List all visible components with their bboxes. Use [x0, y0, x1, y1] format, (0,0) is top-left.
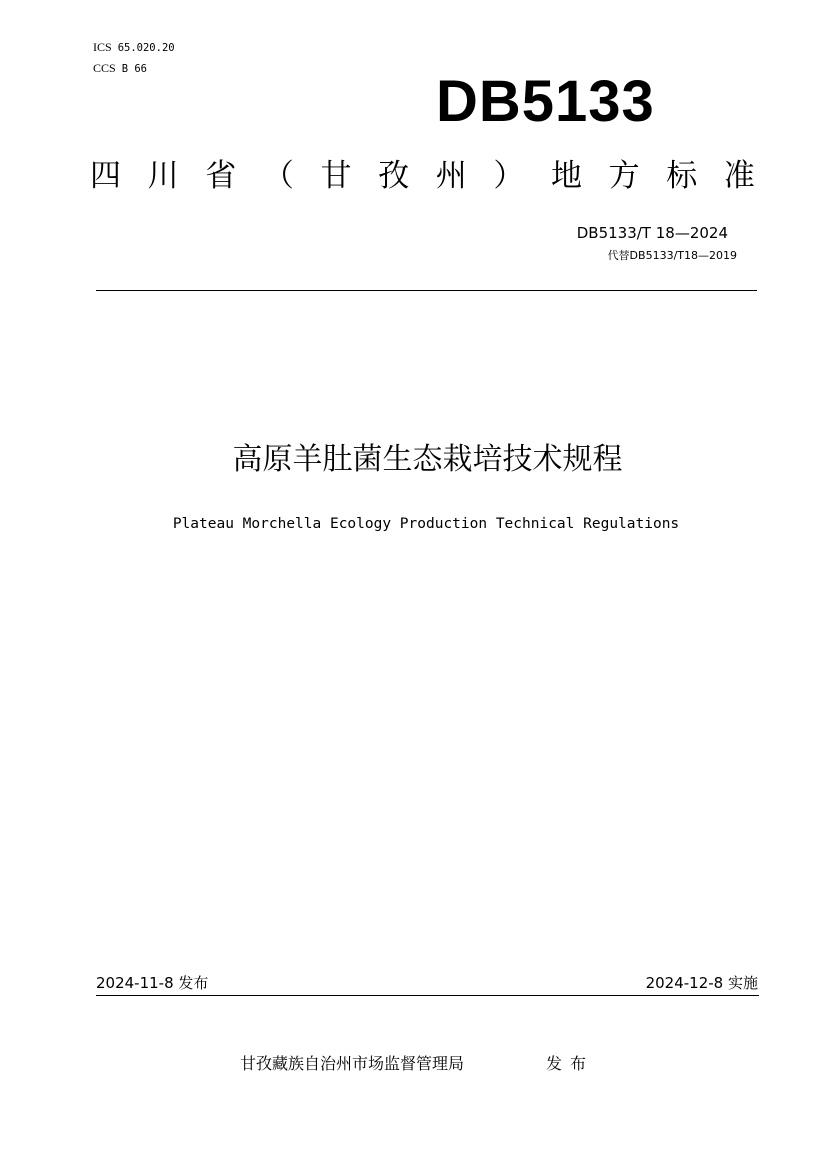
category-char: 准 — [723, 158, 755, 194]
category-char: ） — [493, 158, 525, 194]
standard-number: DB5133/T 18—2024 — [576, 224, 728, 242]
standard-logo: DB5133 — [436, 69, 655, 134]
standard-category — [90, 156, 755, 196]
category-char: 省 — [205, 158, 237, 194]
ccs-code — [93, 61, 147, 76]
bottom-divider — [96, 995, 759, 996]
document-title-en: Plateau Morchella Ecology Production Technical Regulations — [172, 516, 680, 532]
category-char: 标 — [666, 158, 698, 194]
category-char: （ — [262, 158, 294, 194]
ccs-label: CCS — [93, 61, 116, 75]
document-title-cn: 高原羊肚菌生态栽培技术规程 — [232, 442, 623, 477]
category-char: 川 — [147, 158, 179, 194]
publisher: 甘孜藏族自治州市场监督管理局 — [240, 1054, 465, 1073]
category-char: 州 — [435, 158, 467, 194]
publish-word: 发布 — [546, 1054, 595, 1073]
ics-value: 65.020.20 — [117, 42, 175, 54]
implement-date: 2024-12-8 实施 — [645, 974, 758, 992]
ics-label: ICS — [93, 40, 112, 54]
replaces-standard: 代替DB5133/T18—2019 — [607, 249, 737, 262]
category-char: 地 — [551, 158, 582, 194]
issue-date: 2024-11-8 发布 — [96, 974, 209, 992]
top-divider — [96, 290, 757, 291]
category-char: 孜 — [378, 158, 410, 194]
ccs-value: B 66 — [121, 63, 147, 75]
category-char: 甘 — [320, 158, 352, 194]
category-char: 四 — [90, 158, 121, 194]
ics-code — [93, 40, 175, 55]
category-char: 方 — [608, 158, 640, 194]
